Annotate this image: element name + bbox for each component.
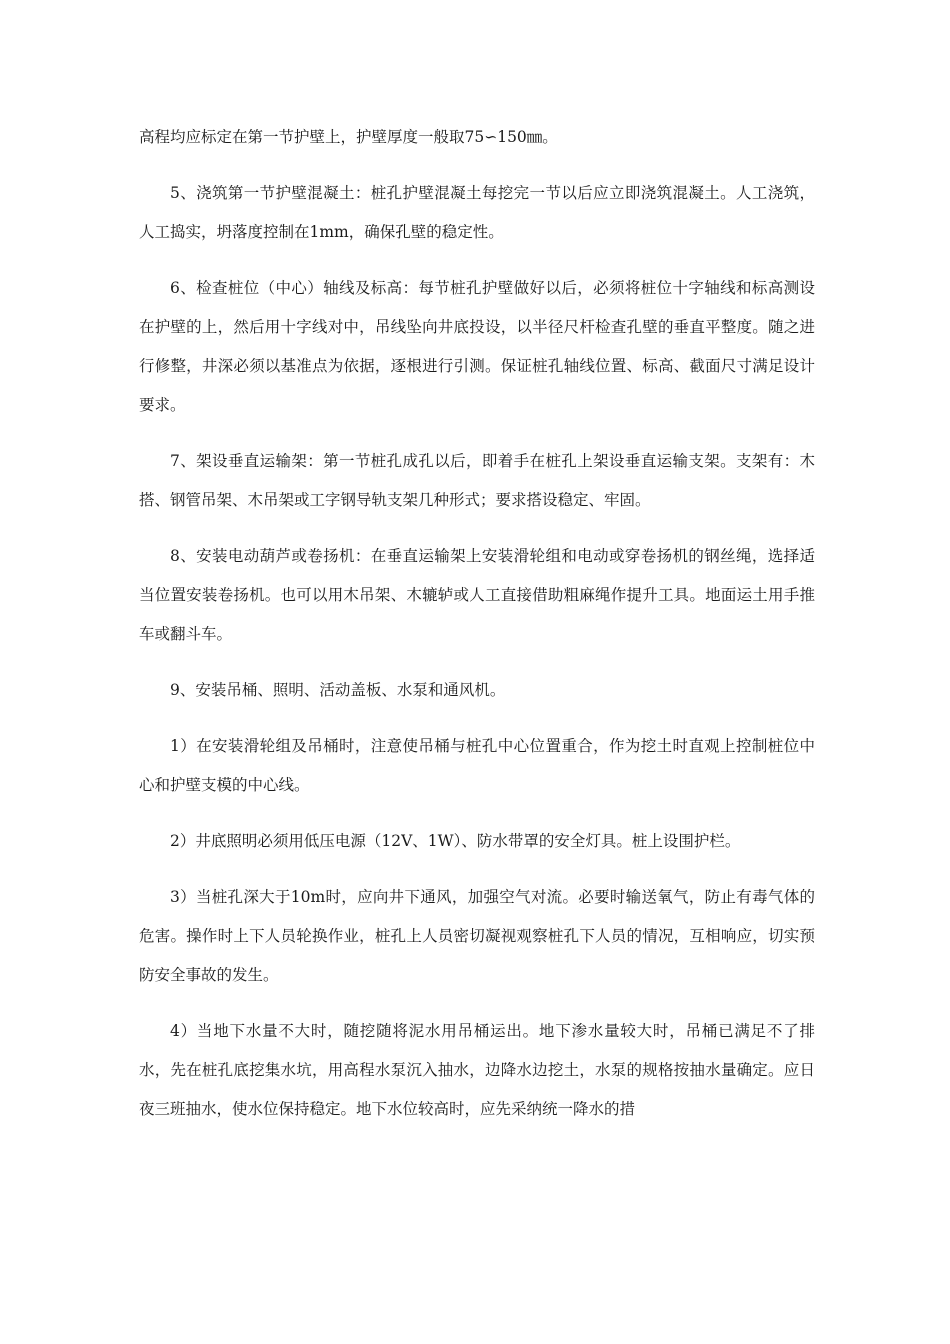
paragraph-step-9: 9、安装吊桶、照明、活动盖板、水泵和通风机。 [170, 681, 506, 699]
paragraph-step-9-item-4: 4）当地下水量不大时，随挖随将泥水用吊桶运出。地下渗水量较大时，吊桶已满足不了排水，先在桩孔底挖集水坑，用高程水泵沉入抽水，边降水边挖土，水泵的规格按抽水量确定。应日夜三班抽水，使水位保持稳定。地下水位较高时，应先采纳统一降水的措 [139, 1022, 815, 1118]
paragraph-continuation: 高程均应标定在第一节护壁上，护壁厚度一般取75∽150㎜。 [139, 128, 558, 146]
paragraph-step-9-item-2: 2）井底照明必须用低压电源（12V、1W）、防水带罩的安全灯具。桩上设围护栏。 [170, 832, 741, 850]
paragraph-step-9-item-1: 1）在安装滑轮组及吊桶时，注意使吊桶与桩孔中心位置重合，作为挖土时直观上控制桩位中心和护壁支模的中心线。 [139, 737, 815, 794]
paragraph-step-8: 8、安装电动葫芦或卷扬机：在垂直运输架上安装滑轮组和电动或穿卷扬机的钢丝绳，选择适当位置安装卷扬机。也可以用木吊架、木辘轳或人工直接借助粗麻绳作提升工具。地面运土用手推车或翻斗车。 [139, 547, 815, 643]
paragraph-step-5: 5、浇筑第一节护壁混凝土：桩孔护壁混凝土每挖完一节以后应立即浇筑混凝土。人工浇筑，人工捣实，坍落度控制在1mm，确保孔壁的稳定性。 [139, 184, 815, 241]
paragraph-step-6: 6、检查桩位（中心）轴线及标高：每节桩孔护壁做好以后，必须将桩位十字轴线和标高测设在护壁的上，然后用十字线对中，吊线坠向井底投设，以半径尺杆检查孔壁的垂直平整度。随之进行修整，井深必须以基准点为依据，逐根进行引测。保证桩孔轴线位置、标高、截面尺寸满足设计要求。 [139, 279, 815, 414]
document-page [139, 118, 815, 1146]
paragraph-step-7: 7、架设垂直运输架：第一节桩孔成孔以后，即着手在桩孔上架设垂直运输支架。支架有：木搭、钢管吊架、木吊架或工字钢导轨支架几种形式；要求搭设稳定、牢固。 [139, 452, 815, 509]
paragraph-step-9-item-3: 3）当桩孔深大于10m时，应向井下通风，加强空气对流。必要时输送氧气，防止有毒气体的危害。操作时上下人员轮换作业，桩孔上人员密切凝视观察桩孔下人员的情况，互相响应，切实预防安全事故的发生。 [139, 888, 815, 984]
